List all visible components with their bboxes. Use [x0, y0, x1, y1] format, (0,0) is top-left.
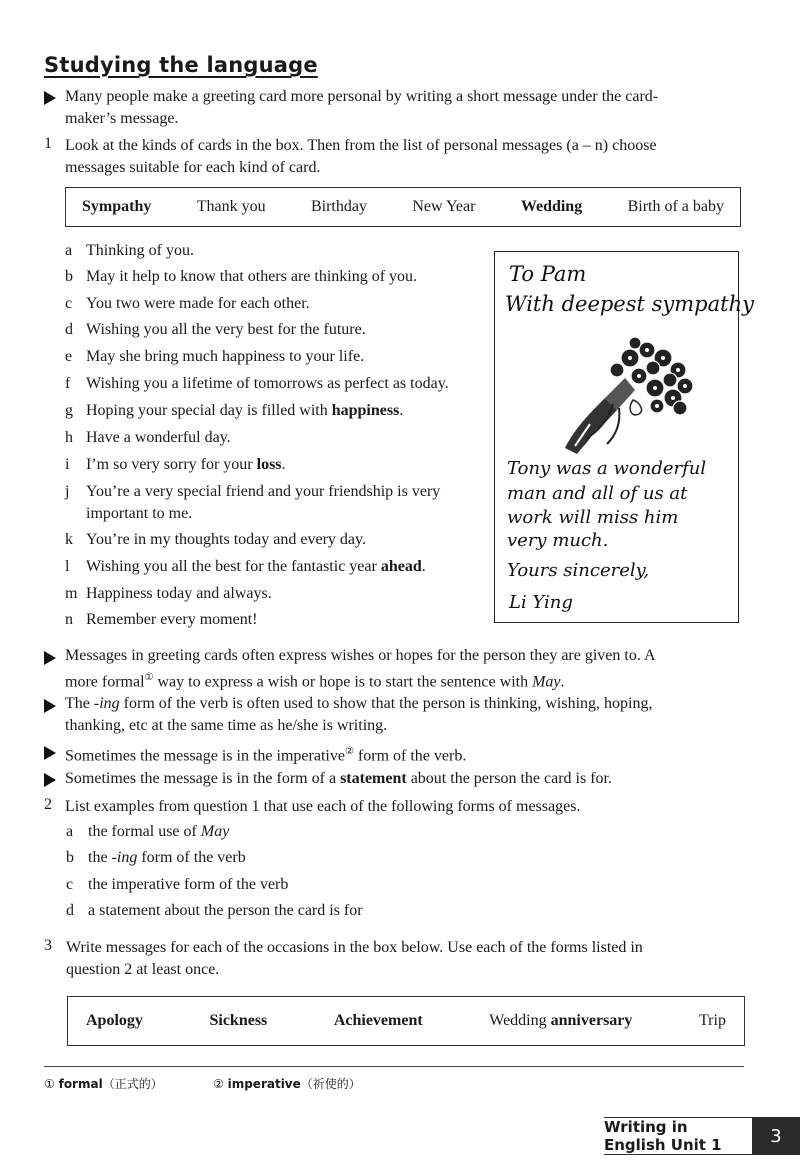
list-item: f Wishing you a lifetime of tomorrows as perfect as today. [65, 375, 449, 392]
card-signature: Li Ying [509, 592, 573, 613]
list-item: b May it help to know that others are thinking of you. [65, 268, 418, 285]
card-body-line: man and all of us at [507, 483, 688, 504]
occasion-wedding-anniversary: Wedding anniversary [489, 1012, 633, 1029]
list-item: c You two were made for each other. [65, 295, 310, 312]
card-headline: With deepest sympathy [505, 292, 754, 316]
question-2-number: 2 [44, 796, 52, 813]
occasion-achievement: Achievement [333, 1012, 423, 1029]
bullet-ing-form: The -ing form of the verb is often used to show that the person is thinking, wishing, hoping, thanking, etc at the same time as he/she is writing. [65, 695, 653, 734]
list-item: b the -ing form of the verb [66, 849, 246, 866]
question-3-text: Write messages for each of the occasions in the box below. Use each of the forms listed in question 2 at least once. [66, 939, 643, 978]
list-item: k You’re in my thoughts today and every day. [65, 531, 366, 548]
bullet-arrow-icon [44, 773, 56, 787]
footnote-formal: ① formal（正式的） [44, 1077, 163, 1091]
card-type-birth-of-a-baby: Birth of a baby [627, 198, 724, 215]
question-3-number: 3 [44, 937, 52, 954]
list-item: i I’m so very sorry for your loss. [65, 456, 286, 473]
footnote-imperative: ② imperative（祈使的） [213, 1077, 361, 1091]
sympathy-card-example [494, 251, 754, 623]
list-item: d Wishing you all the very best for the future. [65, 321, 366, 338]
card-type-birthday: Birthday [310, 198, 367, 215]
page-heading: Studying the language [44, 53, 318, 77]
question-1-text: Look at the kinds of cards in the box. Then from the list of personal messages (a – n) choose messages suitable for each kind of card. [65, 137, 657, 176]
bullet-arrow-icon [44, 699, 56, 713]
bullet-imperative: Sometimes the message is in the imperative② form of the verb. [65, 746, 467, 765]
list-item: e May she bring much happiness to your life. [65, 348, 365, 365]
occasion-apology: Apology [86, 1012, 143, 1029]
card-types-box [65, 187, 741, 227]
card-closing: Yours sincerely, [507, 560, 650, 581]
card-type-thank-you: Thank you [196, 198, 266, 215]
footer-unit-title: Writing in English Unit 1 [604, 1117, 752, 1155]
list-item: a Thinking of you. [65, 242, 194, 259]
page-number: 3 [752, 1117, 800, 1155]
question-1-number: 1 [44, 135, 52, 152]
list-item: j You’re a very special friend and your friendship is very important to me. [65, 483, 441, 522]
flower-bouquet-icon [535, 328, 705, 458]
question-2-text: List examples from question 1 that use each of the following forms of messages. [65, 798, 581, 815]
card-body-line: very much. [507, 530, 609, 551]
bullet-formal-may: Messages in greeting cards often express wishes or hopes for the person they are given to. A more formal① way to express a wish or hope is to start the sentence with May. [65, 647, 656, 691]
list-item: h Have a wonderful day. [65, 429, 231, 446]
footnote-divider [44, 1066, 744, 1067]
bullet-arrow-icon [44, 91, 56, 105]
bullet-arrow-icon [44, 651, 56, 665]
list-item: c the imperative form of the verb [66, 876, 289, 893]
card-body-line: Tony was a wonderful [507, 458, 707, 479]
occasion-sickness: Sickness [209, 1012, 268, 1029]
intro-paragraph: Many people make a greeting card more personal by writing a short message under the card- maker’s message. [65, 88, 659, 127]
card-type-new-year: New Year [412, 198, 476, 215]
occasion-trip: Trip [698, 1012, 726, 1029]
list-item: l Wishing you all the best for the fantastic year ahead. [65, 558, 426, 575]
occasions-box [67, 996, 745, 1046]
bullet-arrow-icon [44, 746, 56, 760]
list-item: g Hoping your special day is filled with happiness. [65, 402, 404, 419]
card-body-line: work will miss him [507, 507, 679, 528]
card-type-wedding: Wedding [520, 198, 583, 215]
card-to-line: To Pam [509, 262, 587, 286]
list-item: m Happiness today and always. [65, 585, 272, 602]
bullet-statement: Sometimes the message is in the form of a statement about the person the card is for. [65, 770, 612, 787]
list-item: n Remember every moment! [65, 611, 258, 628]
card-type-sympathy: Sympathy [82, 198, 152, 215]
list-item: d a statement about the person the card is for [66, 902, 363, 919]
list-item: a the formal use of May [66, 823, 230, 840]
